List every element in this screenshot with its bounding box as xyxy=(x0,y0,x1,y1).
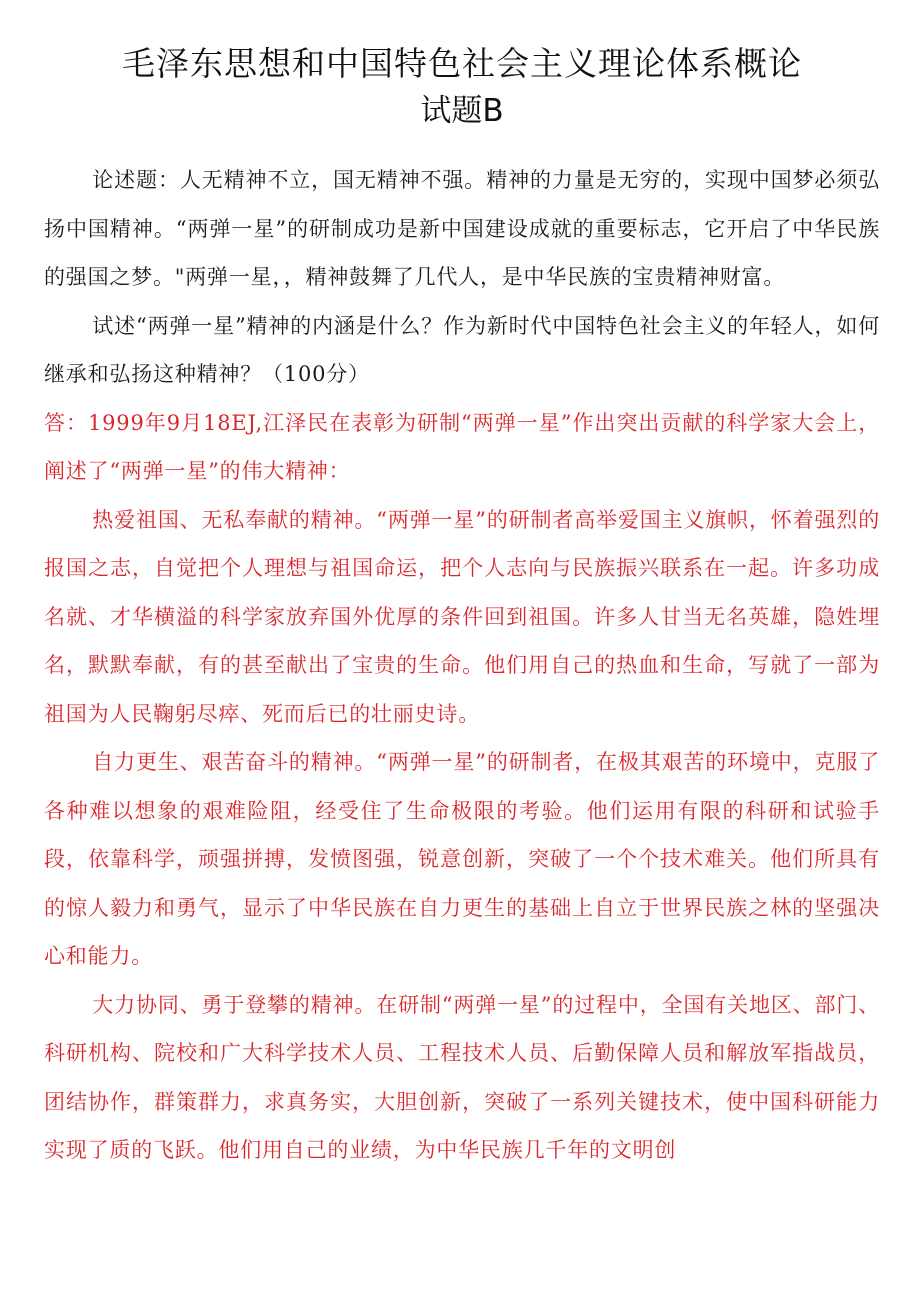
question-paragraph-1: 论述题：人无精神不立，国无精神不强。精神的力量是无穷的，实现中国梦必须弘扬中国精神。“两弹一星”的研制成功是新中国建设成就的重要标志，它开启了中华民族的强国之梦。"两弹一星，，精神鼓舞了几代人，是中华民族的宝贵精神财富。 xyxy=(44,168,880,289)
answer-paragraph-1: 热爱祖国、无私奉献的精神。“两弹一星”的研制者高举爱国主义旗帜，怀着强烈的报国之志，自觉把个人理想与祖国命运，把个人志向与民族振兴联系在一起。许多功成名就、才华横溢的科学家放弃国外优厚的条件回到祖国。许多人甘当无名英雄，隐姓埋名，默默奉献，有的甚至献出了宝贵的生命。他们用自己的热血和生命，写就了一部为祖国为人民鞠躬尽瘁、死而后已的壮丽史诗。 xyxy=(44,507,880,726)
question-paragraph-2: 试述“两弹一星”精神的内涵是什么？作为新时代中国特色社会主义的年轻人，如何继承和弘扬这种精神？（100分） xyxy=(44,313,880,386)
answer-intro: 答：1999年9月18EJ,江泽民在表彰为研制“两弹一星”作出突出贡献的科学家大会上，阐述了“两弹一星”的伟大精神： xyxy=(44,410,880,483)
document-title: 毛泽东思想和中国特色社会主义理论体系概论 xyxy=(122,44,802,83)
answer-paragraph-3: 大力协同、勇于登攀的精神。在研制“两弹一星”的过程中，全国有关地区、部门、科研机构、院校和广大科学技术人员、工程技术人员、后勤保障人员和解放军指战员，团结协作，群策群力，求真务实，大胆创新，突破了一系列关键技术，使中国科研能力实现了质的飞跃。他们用自己的业绩，为中华民族几千年的文明创 xyxy=(44,992,880,1162)
document-subtitle: 试题B xyxy=(420,93,504,129)
answer-paragraph-2: 自力更生、艰苦奋斗的精神。“两弹一星”的研制者，在极其艰苦的环境中，克服了各种难以想象的艰难险阻，经受住了生命极限的考验。他们运用有限的科研和试验手段，依靠科学，顽强拼搏，发愤图强，锐意创新，突破了一个个技术难关。他们所具有的惊人毅力和勇气，显示了中华民族在自力更生的基础上自立于世界民族之林的坚强决心和能力。 xyxy=(44,750,880,968)
